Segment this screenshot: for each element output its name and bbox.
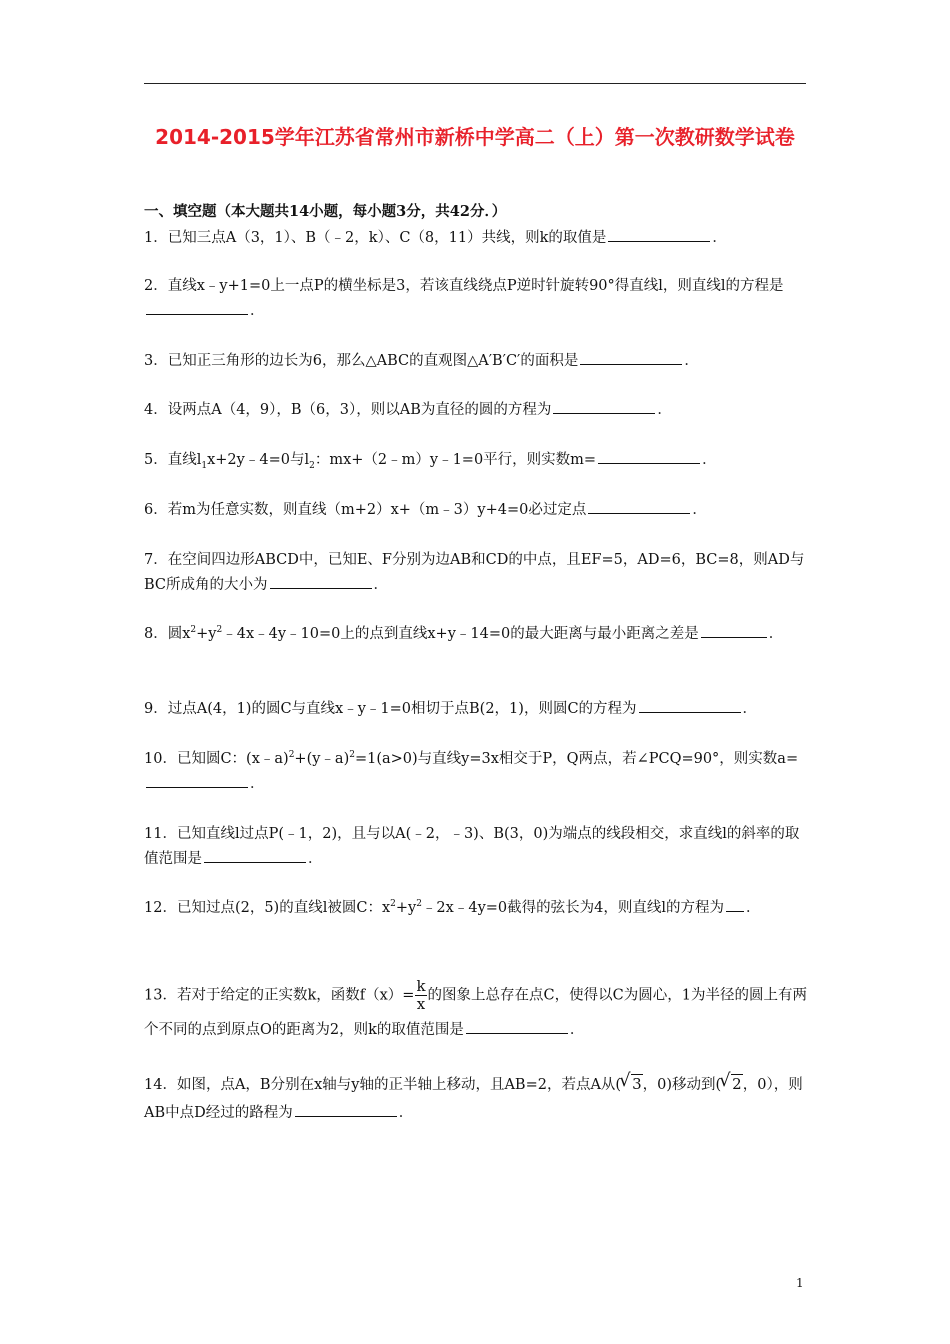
page-number: 1 [796, 1276, 804, 1290]
question-13: 13．若对于给定的正实数k，函数f（x）= $\frac{k}{x}$ 的图象上总存在点C，使得以C为圆心，1为半径的圆上有两个不同的点到原点O的距离为2，则k的取值范围是 ． [144, 977, 807, 1038]
answer-blank[interactable] [580, 349, 682, 365]
question-3: 3．已知正三角形的边长为6，那么△ABC的直观图△A′B′C′的面积是 ． [144, 349, 808, 374]
answer-blank[interactable] [726, 896, 744, 912]
header-rule [144, 83, 806, 84]
answer-blank[interactable] [553, 398, 655, 414]
question-1: 1．已知三点A（3，1）、B（﹣2，k）、C（8，11）共线，则k的取值是 ． [144, 226, 808, 251]
answer-blank[interactable] [639, 697, 741, 713]
section-heading: 一、填空题（本大题共14小题，每小题3分，共42分．） [144, 203, 507, 220]
answer-blank[interactable] [598, 448, 700, 464]
question-6: 6．若m为任意实数，则直线（m+2）x+（m﹣3）y+4=0必过定点 ． [144, 498, 808, 523]
sqrt-3: √ 3 [621, 1070, 643, 1099]
question-5: 5．直线$l_1x+2y﹣4=0$与$l_2$：mx+（2﹣m）y﹣1=0平行，则实数m= ． [144, 448, 808, 473]
answer-blank[interactable] [270, 573, 372, 589]
answer-blank[interactable] [701, 622, 767, 638]
answer-blank[interactable] [146, 299, 248, 315]
question-11: 11．已知直线l过点P(﹣1，2)，且与以A(﹣2，﹣3)、B(3，0)为端点的线段相交，求直线l的斜率的取值范围是 ． [144, 826, 800, 867]
page-title: 2014-2015学年江苏省常州市新桥中学高二（上）第一次教研数学试卷 [155, 125, 795, 149]
question-10: 10．已知圆C：(x﹣a)$^2$+(y﹣a)$^2$=1(a>0)与直线y=3x相交于P，Q两点，若∠PCQ=90°，则实数a=． [144, 750, 799, 792]
answer-blank[interactable] [146, 772, 248, 788]
answer-blank[interactable] [204, 847, 306, 863]
fraction-k-over-x: $\frac{k}{x}$ [416, 977, 426, 1013]
question-9: 9．过点A(4，1)的圆C与直线x﹣y﹣1=0相切于点B(2，1)，则圆C的方程为 ． [144, 697, 808, 722]
sqrt-2: √ 2 [721, 1070, 743, 1099]
answer-blank[interactable] [466, 1018, 568, 1034]
question-2: 2．直线x﹣y+1=0上一点P的横坐标是3，若该直线绕点P逆时针旋转90°得直线l，则直线l的方程是． [144, 278, 784, 319]
question-14: 14．如图，点A，B分别在x轴与y轴的正半轴上移动，且AB=2，若点A从(√ 3，0)移动到(√ 2，0），则AB中点D经过的路程为 ． [144, 1070, 808, 1127]
question-4: 4．设两点A（4，9），B（6，3），则以AB为直径的圆的方程为 ． [144, 398, 808, 423]
answer-blank[interactable] [588, 498, 690, 514]
question-7: 7．在空间四边形ABCD中，已知E、F分别为边AB和CD的中点，且EF=5，AD=6，BC=8，则AD与BC所成角的大小为 ． [144, 552, 805, 593]
question-12: 12．已知过点(2，5)的直线l被圆C：$x^2+y^2﹣2x﹣4y=0$截得的弦长为4，则直线l的方程为 ． [144, 896, 808, 921]
answer-blank[interactable] [608, 226, 710, 242]
question-8: 8．圆$x^2+y^2﹣4x﹣4y﹣10=0$上的点到直线x+y﹣14=0的最大距离与最小距离之差是 ． [144, 622, 808, 647]
answer-blank[interactable] [295, 1101, 397, 1117]
